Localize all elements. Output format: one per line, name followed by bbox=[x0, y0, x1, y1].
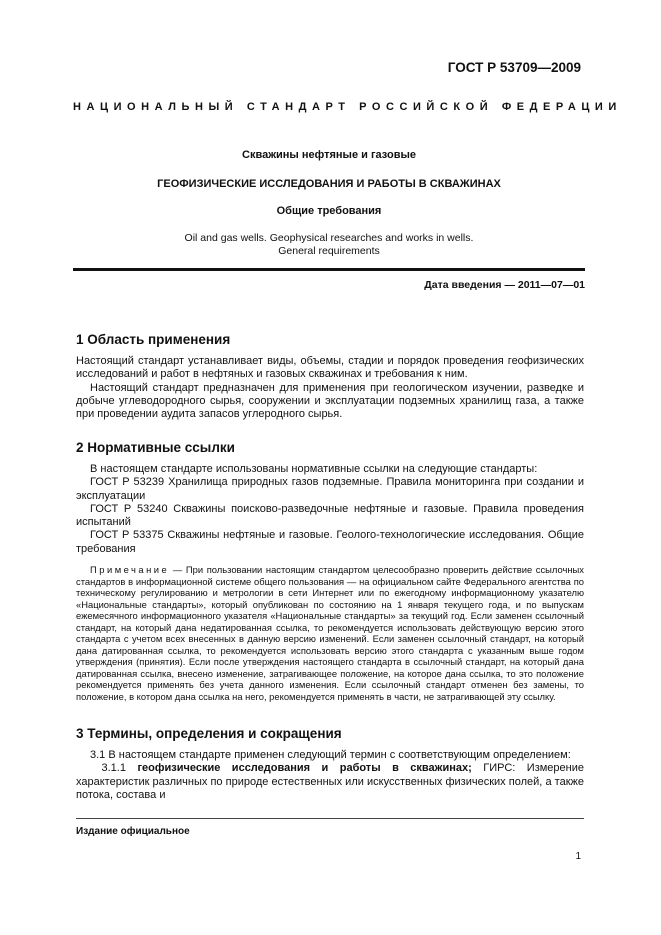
section-3-heading: 3 Термины, определения и сокращения bbox=[76, 726, 342, 741]
reference-item: ГОСТ Р 53239 Хранилища природных газов подземные. Правила мониторинга при создании и эксплуатации bbox=[76, 476, 584, 502]
national-standard-banner: НАЦИОНАЛЬНЫЙ СТАНДАРТ РОССИЙСКОЙ ФЕДЕРАЦИИ bbox=[73, 101, 622, 113]
reference-note bbox=[76, 564, 584, 702]
note-text: — При пользовании настоящим стандартом целесообразно проверить действие ссылочных стандартов в информационной системе общего пользования — на официальном сайте Федерального агентства по техническому регулированию и метрологии в сети Интернет или по ежегодному информационному указателю «Национальные стандарты», который опубликован по состоянию на 1 января текущего года, и по выпускам ежемесячного информационного указателя «Национальные стандарты» за текущий год. Если заменен ссылочный стандарт, на который дана недатированная ссылка, то рекомендуется использовать действующую версию этого стандарта с учетом всех внесенных в данную версию изменений. Если заменен ссылочный стандарт, на который дана датированная ссылка, то рекомендуется использовать версию этого стандарта с указанным выше годом утверждения (принятия). Если после утверждения настоящего стандарта в ссылочный стандарт, на который дана датированная ссылка, внесено изменение, затрагивающее положение, на которое дана ссылка, то это положение рекомендуется применять без учета данного изменения. Если ссылочный стандарт отменен без замены, то положение, в котором дана ссылка на него, рекомендуется применять в части, не затрагивающей эту ссылку. bbox=[76, 564, 584, 702]
reference-item: ГОСТ Р 53240 Скважины поисково-разведочные нефтяные и газовые. Правила проведения испытаний bbox=[76, 502, 584, 529]
section-3-body bbox=[76, 749, 584, 802]
term-name: геофизические исследования и работы в скважинах; bbox=[137, 762, 472, 775]
section-1-heading: 1 Область применения bbox=[76, 332, 231, 347]
section-1-body bbox=[76, 355, 584, 421]
title-divider bbox=[73, 268, 585, 271]
english-title-line-1: Oil and gas wells. Geophysical researches and works in wells. bbox=[184, 232, 474, 244]
term-number: 3.1.1 bbox=[101, 762, 126, 775]
introduction-date: Дата введения — 2011—07—01 bbox=[424, 279, 585, 291]
note-label: Примечание bbox=[90, 564, 170, 575]
title-line-1: Скважины нефтяные и газовые bbox=[242, 149, 416, 161]
reference-item: ГОСТ Р 53375 Скважины нефтяные и газовые. Геолого-технологические исследования. Общие требования bbox=[76, 529, 584, 555]
section-2-heading: 2 Нормативные ссылки bbox=[76, 440, 235, 455]
section-3-paragraph-1: 3.1 В настоящем стандарте применен следующий термин с соответствующим определением: bbox=[90, 749, 571, 761]
title-line-3: Общие требования bbox=[276, 205, 382, 217]
footer-divider bbox=[76, 818, 584, 819]
gost-code: ГОСТ Р 53709—2009 bbox=[447, 60, 581, 75]
edition-label: Издание официальное bbox=[76, 826, 190, 837]
term-definition: ГИРС: Измерение характеристик различных по природе естественных или искусственных физических полей, а также потока, состава и bbox=[76, 762, 585, 801]
english-title-line-2: General requirements bbox=[278, 245, 380, 257]
section-1-paragraph-2: Настоящий стандарт предназначен для применения при геологическом изучении, разведке и добыче углеводородного сырья, сооружении и эксплуатации подземных хранилищ газа, а также при проведении аудита запасов углеродного сырья. bbox=[76, 381, 584, 421]
english-title bbox=[73, 232, 585, 258]
section-2-body bbox=[76, 463, 584, 556]
title-line-2: ГЕОФИЗИЧЕСКИЕ ИССЛЕДОВАНИЯ И РАБОТЫ В СКВАЖИНАХ bbox=[157, 178, 501, 190]
page-number: 1 bbox=[575, 851, 581, 862]
references-intro: В настоящем стандарте использованы нормативные ссылки на следующие стандарты: bbox=[90, 463, 538, 475]
section-1-paragraph-1: Настоящий стандарт устанавливает виды, объемы, стадии и порядок проведения геофизических исследований и работ в нефтяных и газовых скважинах и требования к ним. bbox=[76, 355, 584, 381]
